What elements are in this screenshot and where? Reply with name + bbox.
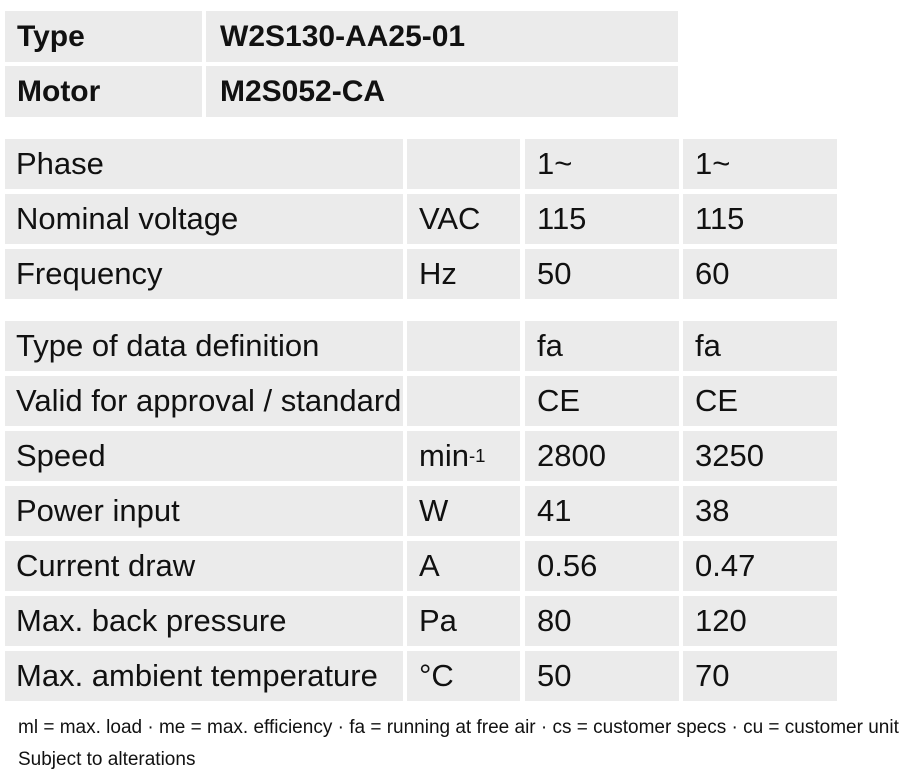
row-value-2: CE [683, 376, 837, 426]
row-value-1: 50 [525, 651, 679, 701]
row-unit [407, 376, 520, 426]
row-value-2: fa [683, 321, 837, 371]
row-unit: VAC [407, 194, 520, 244]
row-value-2: 3250 [683, 431, 837, 481]
row-unit [407, 139, 520, 189]
row-label: Max. back pressure [5, 596, 403, 646]
row-value-1: 0.56 [525, 541, 679, 591]
row-value-1: CE [525, 376, 679, 426]
alterations-note: Subject to alterations [18, 749, 196, 770]
row-unit: A [407, 541, 520, 591]
row-label: Phase [5, 139, 403, 189]
row-label: Current draw [5, 541, 403, 591]
row-unit: Hz [407, 249, 520, 299]
row-value-2: 60 [683, 249, 837, 299]
row-value-2: 120 [683, 596, 837, 646]
row-value-1: 50 [525, 249, 679, 299]
row-value-2: 115 [683, 194, 837, 244]
row-value-1: 115 [525, 194, 679, 244]
row-value-2: 70 [683, 651, 837, 701]
abbreviation-legend: ml = max. load · me = max. efficiency · fa = running at free air · cs = customer specs · cu = customer unit [18, 717, 899, 738]
row-label: Valid for approval / standard [5, 376, 403, 426]
motor-value: M2S052-CA [206, 66, 678, 117]
row-label: Nominal voltage [5, 194, 403, 244]
unit-text: min [419, 438, 469, 473]
row-label: Speed [5, 431, 403, 481]
row-value-1: fa [525, 321, 679, 371]
row-unit: W [407, 486, 520, 536]
row-value-2: 38 [683, 486, 837, 536]
row-value-1: 41 [525, 486, 679, 536]
type-value: W2S130-AA25-01 [206, 11, 678, 62]
type-label: Type [5, 11, 202, 62]
row-label: Max. ambient temperature [5, 651, 403, 701]
row-label: Type of data definition [5, 321, 403, 371]
row-unit: Pa [407, 596, 520, 646]
row-unit: °C [407, 651, 520, 701]
row-value-2: 0.47 [683, 541, 837, 591]
row-unit [407, 321, 520, 371]
row-value-2: 1~ [683, 139, 837, 189]
row-value-1: 1~ [525, 139, 679, 189]
row-label: Frequency [5, 249, 403, 299]
row-value-1: 2800 [525, 431, 679, 481]
row-value-1: 80 [525, 596, 679, 646]
motor-label: Motor [5, 66, 202, 117]
row-label: Power input [5, 486, 403, 536]
row-unit: min -1 [407, 431, 520, 481]
